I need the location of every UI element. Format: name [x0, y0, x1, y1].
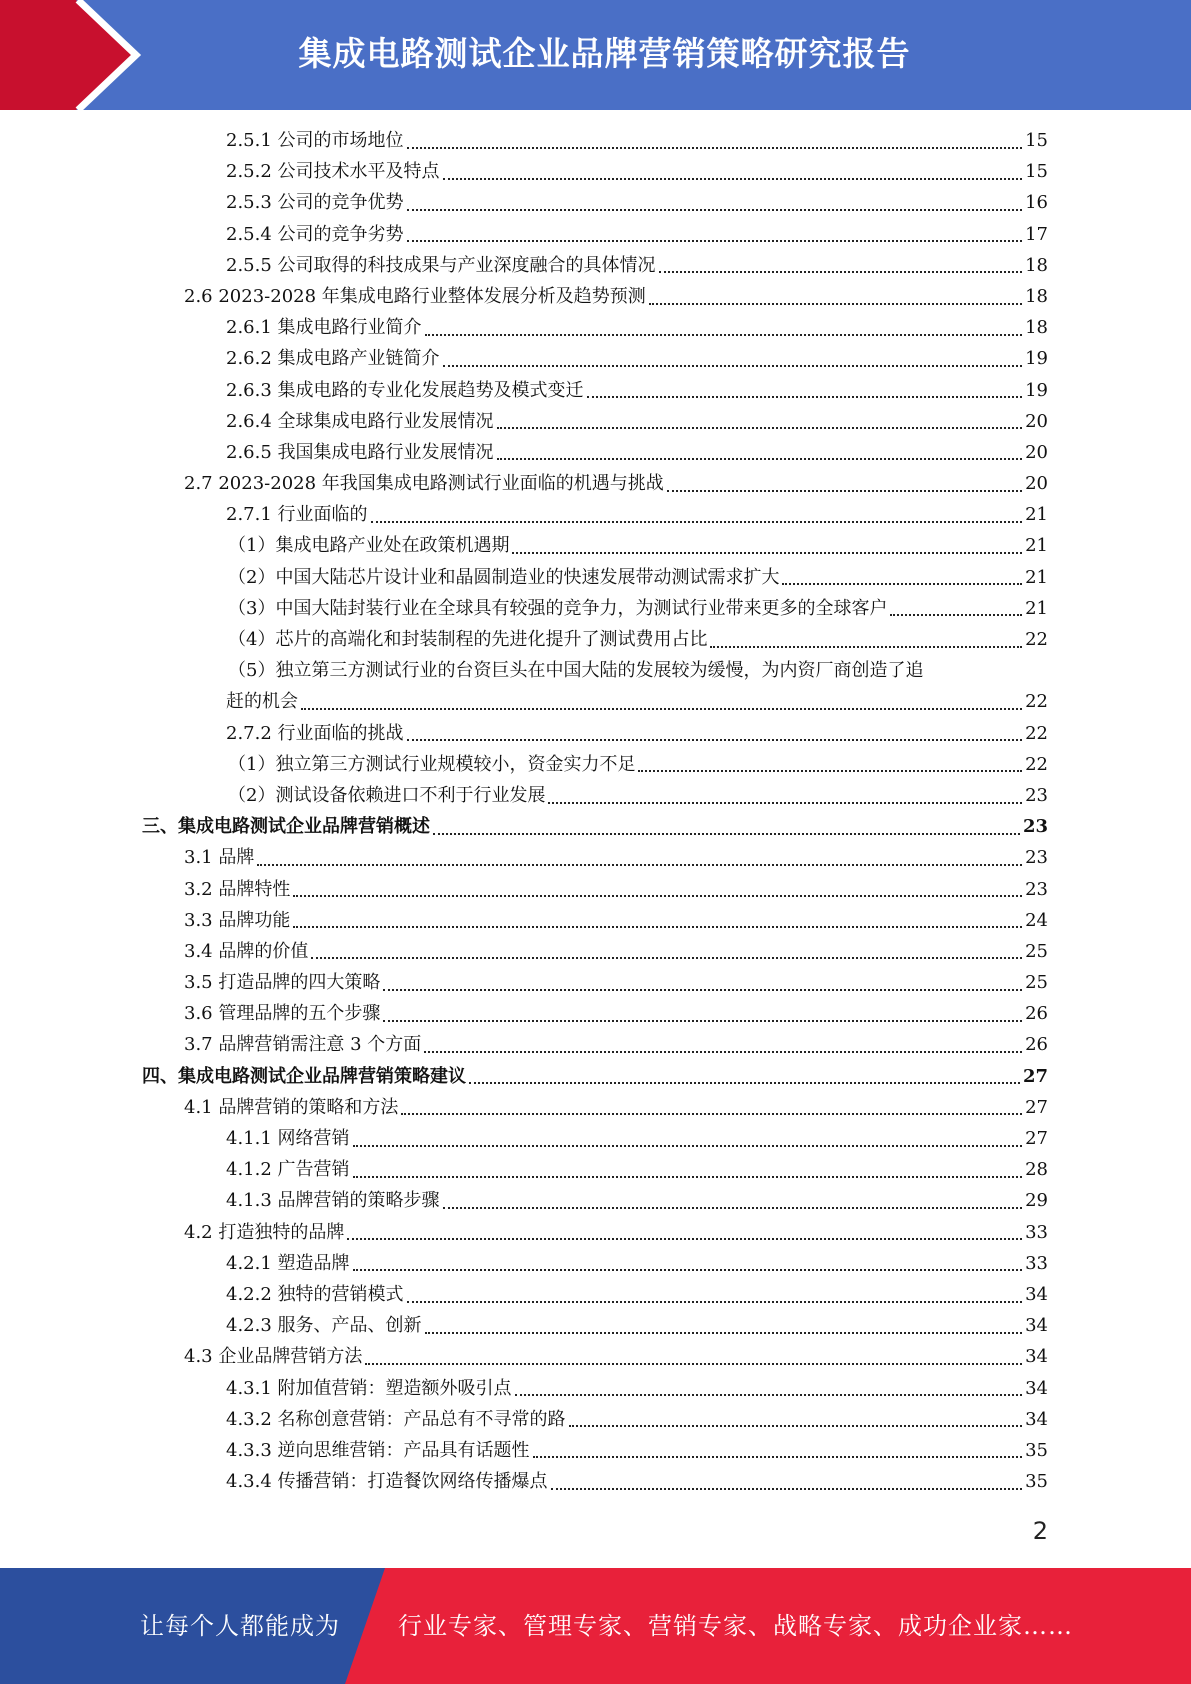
toc-entry[interactable] — [0, 686, 1191, 717]
toc-entry-title: （4）芯片的高端化和封装制程的先进化提升了测试费用占比 — [228, 629, 708, 650]
toc-entry[interactable] — [0, 1123, 1191, 1154]
toc-dot-leader — [365, 1363, 1022, 1365]
toc-entry-title: （2）中国大陆芯片设计业和晶圆制造业的快速发展带动测试需求扩大 — [228, 566, 780, 588]
toc-entry-page: 34 — [1025, 1377, 1048, 1399]
toc-dot-leader — [371, 521, 1023, 523]
toc-entry[interactable] — [0, 1092, 1191, 1123]
toc-entry[interactable] — [0, 250, 1191, 281]
toc-entry-title: 4.2.2 独特的营销模式 — [226, 1283, 404, 1305]
toc-entry-title: （2）测试设备依赖进口不利于行业发展 — [228, 784, 546, 806]
toc-entry-title: 4.3.4 传播营销：打造餐饮网络传播爆点 — [226, 1471, 548, 1493]
toc-dot-leader — [424, 1051, 1022, 1053]
toc-entry-page: 26 — [1025, 1003, 1048, 1025]
toc-entry-page: 23 — [1025, 878, 1048, 900]
toc-entry-title: 4.1.3 品牌营销的策略步骤 — [226, 1190, 440, 1212]
report-title: 集成电路测试企业品牌营销策略研究报告 — [298, 34, 911, 73]
toc-dot-leader — [425, 334, 1023, 336]
toc-entry[interactable] — [0, 655, 1191, 686]
toc-entry-page: 20 — [1025, 410, 1048, 432]
toc-entry[interactable] — [0, 1154, 1191, 1185]
toc-entry[interactable] — [0, 718, 1191, 749]
toc-entry-title: 3.6 管理品牌的五个步骤 — [184, 1003, 381, 1025]
toc-entry-page: 25 — [1025, 972, 1048, 994]
toc-entry-page: 21 — [1025, 597, 1048, 619]
toc-entry-title: 2.5.4 公司的竞争劣势 — [226, 223, 404, 245]
toc-entry-title: 4.2 打造独特的品牌 — [184, 1221, 345, 1243]
toc-entry-page: 17 — [1025, 223, 1048, 245]
toc-entry[interactable] — [0, 312, 1191, 343]
toc-dot-leader — [293, 926, 1022, 928]
toc-entry-title: 四、集成电路测试企业品牌营销策略建议 — [142, 1065, 466, 1087]
toc-entry[interactable] — [0, 468, 1191, 499]
toc-dot-leader — [551, 1488, 1023, 1490]
toc-entry-page: 27 — [1025, 1128, 1048, 1149]
toc-dot-leader — [353, 1145, 1023, 1147]
toc-entry-title: 4.2.1 塑造品牌 — [226, 1252, 350, 1274]
toc-entry-page: 18 — [1025, 317, 1048, 339]
toc-entry-title: 2.7 2023-2028 年我国集成电路测试行业面临的机遇与挑战 — [184, 473, 664, 495]
toc-dot-leader — [353, 1269, 1023, 1271]
toc-entry[interactable] — [0, 624, 1191, 655]
toc-entry[interactable] — [0, 1279, 1191, 1310]
toc-entry[interactable] — [0, 1404, 1191, 1435]
toc-dot-leader — [257, 864, 1022, 866]
toc-dot-leader — [311, 957, 1022, 959]
toc-entry-title: 2.6.5 我国集成电路行业发展情况 — [226, 441, 494, 463]
toc-entry-title: 2.5.5 公司取得的科技成果与产业深度融合的具体情况 — [226, 254, 656, 276]
toc-entry-page: 15 — [1025, 161, 1048, 183]
toc-entry-page: 16 — [1025, 192, 1048, 214]
toc-entry-title: 4.3.2 名称创意营销：产品总有不寻常的路 — [226, 1408, 566, 1430]
toc-dot-leader — [407, 209, 1023, 211]
toc-entry-title: 三、集成电路测试企业品牌营销概述 — [142, 816, 430, 838]
toc-entry-page: 15 — [1025, 130, 1048, 151]
toc-entry-page: 18 — [1025, 285, 1048, 307]
toc-dot-leader — [649, 303, 1022, 305]
toc-entry[interactable] — [0, 905, 1191, 936]
toc-dot-leader — [587, 396, 1023, 398]
toc-dot-leader — [301, 708, 1022, 710]
toc-entry-title: 3.2 品牌特性 — [184, 878, 291, 900]
page-header — [0, 0, 1191, 110]
toc-entry-title: 3.3 品牌功能 — [184, 909, 291, 931]
toc-entry-page: 34 — [1025, 1346, 1048, 1368]
toc-dot-leader — [569, 1425, 1023, 1427]
toc-entry[interactable] — [0, 375, 1191, 406]
toc-dot-leader — [469, 1082, 1020, 1084]
footer-slogan-left: 让每个人都能成为 — [140, 1612, 340, 1640]
toc-dot-leader — [710, 646, 1022, 648]
toc-entry-title: 3.4 品牌的价值 — [184, 940, 309, 962]
toc-dot-leader — [407, 147, 1023, 149]
toc-entry-title: 2.7.2 行业面临的挑战 — [226, 722, 404, 744]
toc-entry-title: 4.2.3 服务、产品、创新 — [226, 1315, 422, 1337]
toc-entry-title: 2.5.3 公司的竞争优势 — [226, 192, 404, 214]
toc-entry-page: 35 — [1025, 1471, 1048, 1493]
toc-entry-page: 23 — [1022, 816, 1048, 838]
toc-entry[interactable] — [0, 1373, 1191, 1404]
toc-entry-title: 3.7 品牌营销需注意 3 个方面 — [184, 1034, 422, 1056]
toc-entry-title: 2.6.1 集成电路行业简介 — [226, 317, 422, 339]
toc-entry[interactable] — [0, 343, 1191, 374]
toc-entry[interactable] — [0, 780, 1191, 811]
toc-entry-page: 22 — [1025, 629, 1048, 650]
toc-entry[interactable] — [0, 1341, 1191, 1372]
toc-entry[interactable] — [0, 530, 1191, 561]
toc-entry-title: 2.6 2023-2028 年集成电路行业整体发展分析及趋势预测 — [184, 285, 646, 307]
toc-entry-title: 4.3 企业品牌营销方法 — [184, 1346, 363, 1368]
toc-entry-title: 4.1 品牌营销的策略和方法 — [184, 1096, 399, 1118]
toc-entry[interactable] — [0, 967, 1191, 998]
toc-dot-leader — [638, 770, 1022, 772]
toc-entry[interactable] — [0, 499, 1191, 530]
toc-dot-leader — [443, 1207, 1023, 1209]
toc-entry-title: 4.3.3 逆向思维营销：产品具有话题性 — [226, 1439, 530, 1461]
table-of-contents — [0, 125, 1191, 1497]
toc-entry[interactable] — [0, 1435, 1191, 1466]
toc-entry-title: 2.6.4 全球集成电路行业发展情况 — [226, 410, 494, 432]
toc-entry-page: 28 — [1025, 1159, 1048, 1181]
toc-entry-page: 34 — [1025, 1315, 1048, 1337]
toc-dot-leader — [548, 802, 1022, 804]
footer-slogan-right: 行业专家、管理专家、营销专家、战略专家、成功企业家…… — [398, 1612, 1073, 1640]
toc-entry-title: （5）独立第三方测试行业的台资巨头在中国大陆的发展较为缓慢，为内资厂商创造了追 — [228, 660, 924, 682]
toc-entry[interactable] — [0, 1466, 1191, 1497]
toc-entry[interactable] — [0, 437, 1191, 468]
toc-dot-leader — [533, 1456, 1023, 1458]
toc-entry-title: 2.6.3 集成电路的专业化发展趋势及模式变迁 — [226, 379, 584, 401]
toc-entry-page: 26 — [1025, 1034, 1048, 1056]
toc-dot-leader — [401, 1113, 1022, 1115]
toc-entry[interactable] — [0, 1217, 1191, 1248]
toc-entry[interactable] — [0, 1185, 1191, 1216]
toc-entry[interactable] — [0, 936, 1191, 967]
toc-dot-leader — [443, 178, 1023, 180]
toc-entry-page: 21 — [1025, 535, 1048, 557]
toc-entry[interactable] — [0, 1310, 1191, 1341]
toc-dot-leader — [383, 1020, 1022, 1022]
toc-entry-page: 24 — [1025, 909, 1048, 931]
page-footer — [0, 1568, 1191, 1684]
toc-entry[interactable] — [0, 281, 1191, 312]
toc-entry-title: 2.6.2 集成电路产业链简介 — [226, 348, 440, 370]
toc-dot-leader — [443, 365, 1023, 367]
toc-dot-leader — [667, 490, 1022, 492]
toc-entry[interactable] — [0, 125, 1191, 156]
toc-dot-leader — [293, 895, 1022, 897]
toc-entry-title: 赶的机会 — [226, 691, 298, 713]
toc-entry-title: 3.1 品牌 — [184, 847, 255, 869]
toc-entry-page: 29 — [1025, 1190, 1048, 1212]
toc-entry-page: 18 — [1025, 254, 1048, 276]
toc-dot-leader — [890, 614, 1022, 616]
toc-dot-leader — [347, 1238, 1022, 1240]
toc-dot-leader — [425, 1332, 1023, 1334]
toc-entry[interactable] — [0, 406, 1191, 437]
toc-dot-leader — [497, 458, 1023, 460]
toc-entry[interactable] — [0, 874, 1191, 905]
toc-entry[interactable] — [0, 187, 1191, 218]
toc-entry-title: 4.3.1 附加值营销：塑造额外吸引点 — [226, 1377, 512, 1399]
toc-entry[interactable] — [0, 1029, 1191, 1060]
toc-entry-title: 2.5.1 公司的市场地位 — [226, 130, 404, 151]
toc-entry-title: 3.5 打造品牌的四大策略 — [184, 972, 381, 994]
page-number: 2 — [1032, 1517, 1048, 1545]
toc-entry-page: 33 — [1025, 1252, 1048, 1274]
toc-entry-page: 27 — [1025, 1096, 1048, 1118]
toc-entry[interactable] — [0, 562, 1191, 593]
toc-entry-page: 33 — [1025, 1221, 1048, 1243]
toc-dot-leader — [659, 271, 1023, 273]
toc-entry-page: 27 — [1022, 1065, 1048, 1087]
toc-entry[interactable] — [0, 811, 1191, 842]
toc-entry-page: 23 — [1025, 847, 1048, 869]
toc-entry-title: （1）集成电路产业处在政策机遇期 — [228, 535, 510, 557]
toc-entry-page: 25 — [1025, 940, 1048, 962]
toc-entry-page: 19 — [1025, 348, 1048, 370]
toc-entry-title: 4.1.2 广告营销 — [226, 1159, 350, 1181]
toc-dot-leader — [512, 552, 1022, 554]
toc-entry-title: 2.5.2 公司技术水平及特点 — [226, 161, 440, 183]
toc-entry-page: 19 — [1025, 379, 1048, 401]
toc-dot-leader — [407, 739, 1023, 741]
toc-entry[interactable] — [0, 998, 1191, 1029]
toc-dot-leader — [407, 240, 1023, 242]
toc-entry-page: 22 — [1025, 691, 1048, 713]
toc-entry-page: 34 — [1025, 1408, 1048, 1430]
toc-entry[interactable] — [0, 749, 1191, 780]
toc-dot-leader — [407, 1301, 1023, 1303]
toc-dot-leader — [383, 989, 1022, 991]
toc-dot-leader — [353, 1176, 1023, 1178]
toc-entry-page: 23 — [1025, 784, 1048, 806]
toc-dot-leader — [497, 427, 1023, 429]
toc-entry[interactable] — [0, 1061, 1191, 1092]
toc-dot-leader — [433, 833, 1020, 835]
toc-entry-title: 4.1.1 网络营销 — [226, 1128, 350, 1149]
toc-entry-page: 20 — [1025, 441, 1048, 463]
toc-entry-title: （1）独立第三方测试行业规模较小，资金实力不足 — [228, 753, 636, 775]
toc-entry[interactable] — [0, 219, 1191, 250]
toc-entry-title: （3）中国大陆封装行业在全球具有较强的竞争力，为测试行业带来更多的全球客户 — [228, 597, 888, 619]
toc-entry-page: 20 — [1025, 473, 1048, 495]
toc-entry[interactable] — [0, 156, 1191, 187]
toc-entry-page: 22 — [1025, 722, 1048, 744]
toc-entry[interactable] — [0, 1248, 1191, 1279]
toc-entry-page: 34 — [1025, 1283, 1048, 1305]
toc-entry-page: 21 — [1025, 504, 1048, 526]
toc-entry[interactable] — [0, 842, 1191, 873]
toc-entry[interactable] — [0, 593, 1191, 624]
toc-dot-leader — [782, 583, 1022, 585]
toc-entry-page: 35 — [1025, 1439, 1048, 1461]
toc-dot-leader — [515, 1394, 1023, 1396]
toc-entry-title: 2.7.1 行业面临的 — [226, 504, 368, 526]
toc-entry-page: 22 — [1025, 753, 1048, 775]
toc-entry-page: 21 — [1025, 566, 1048, 588]
